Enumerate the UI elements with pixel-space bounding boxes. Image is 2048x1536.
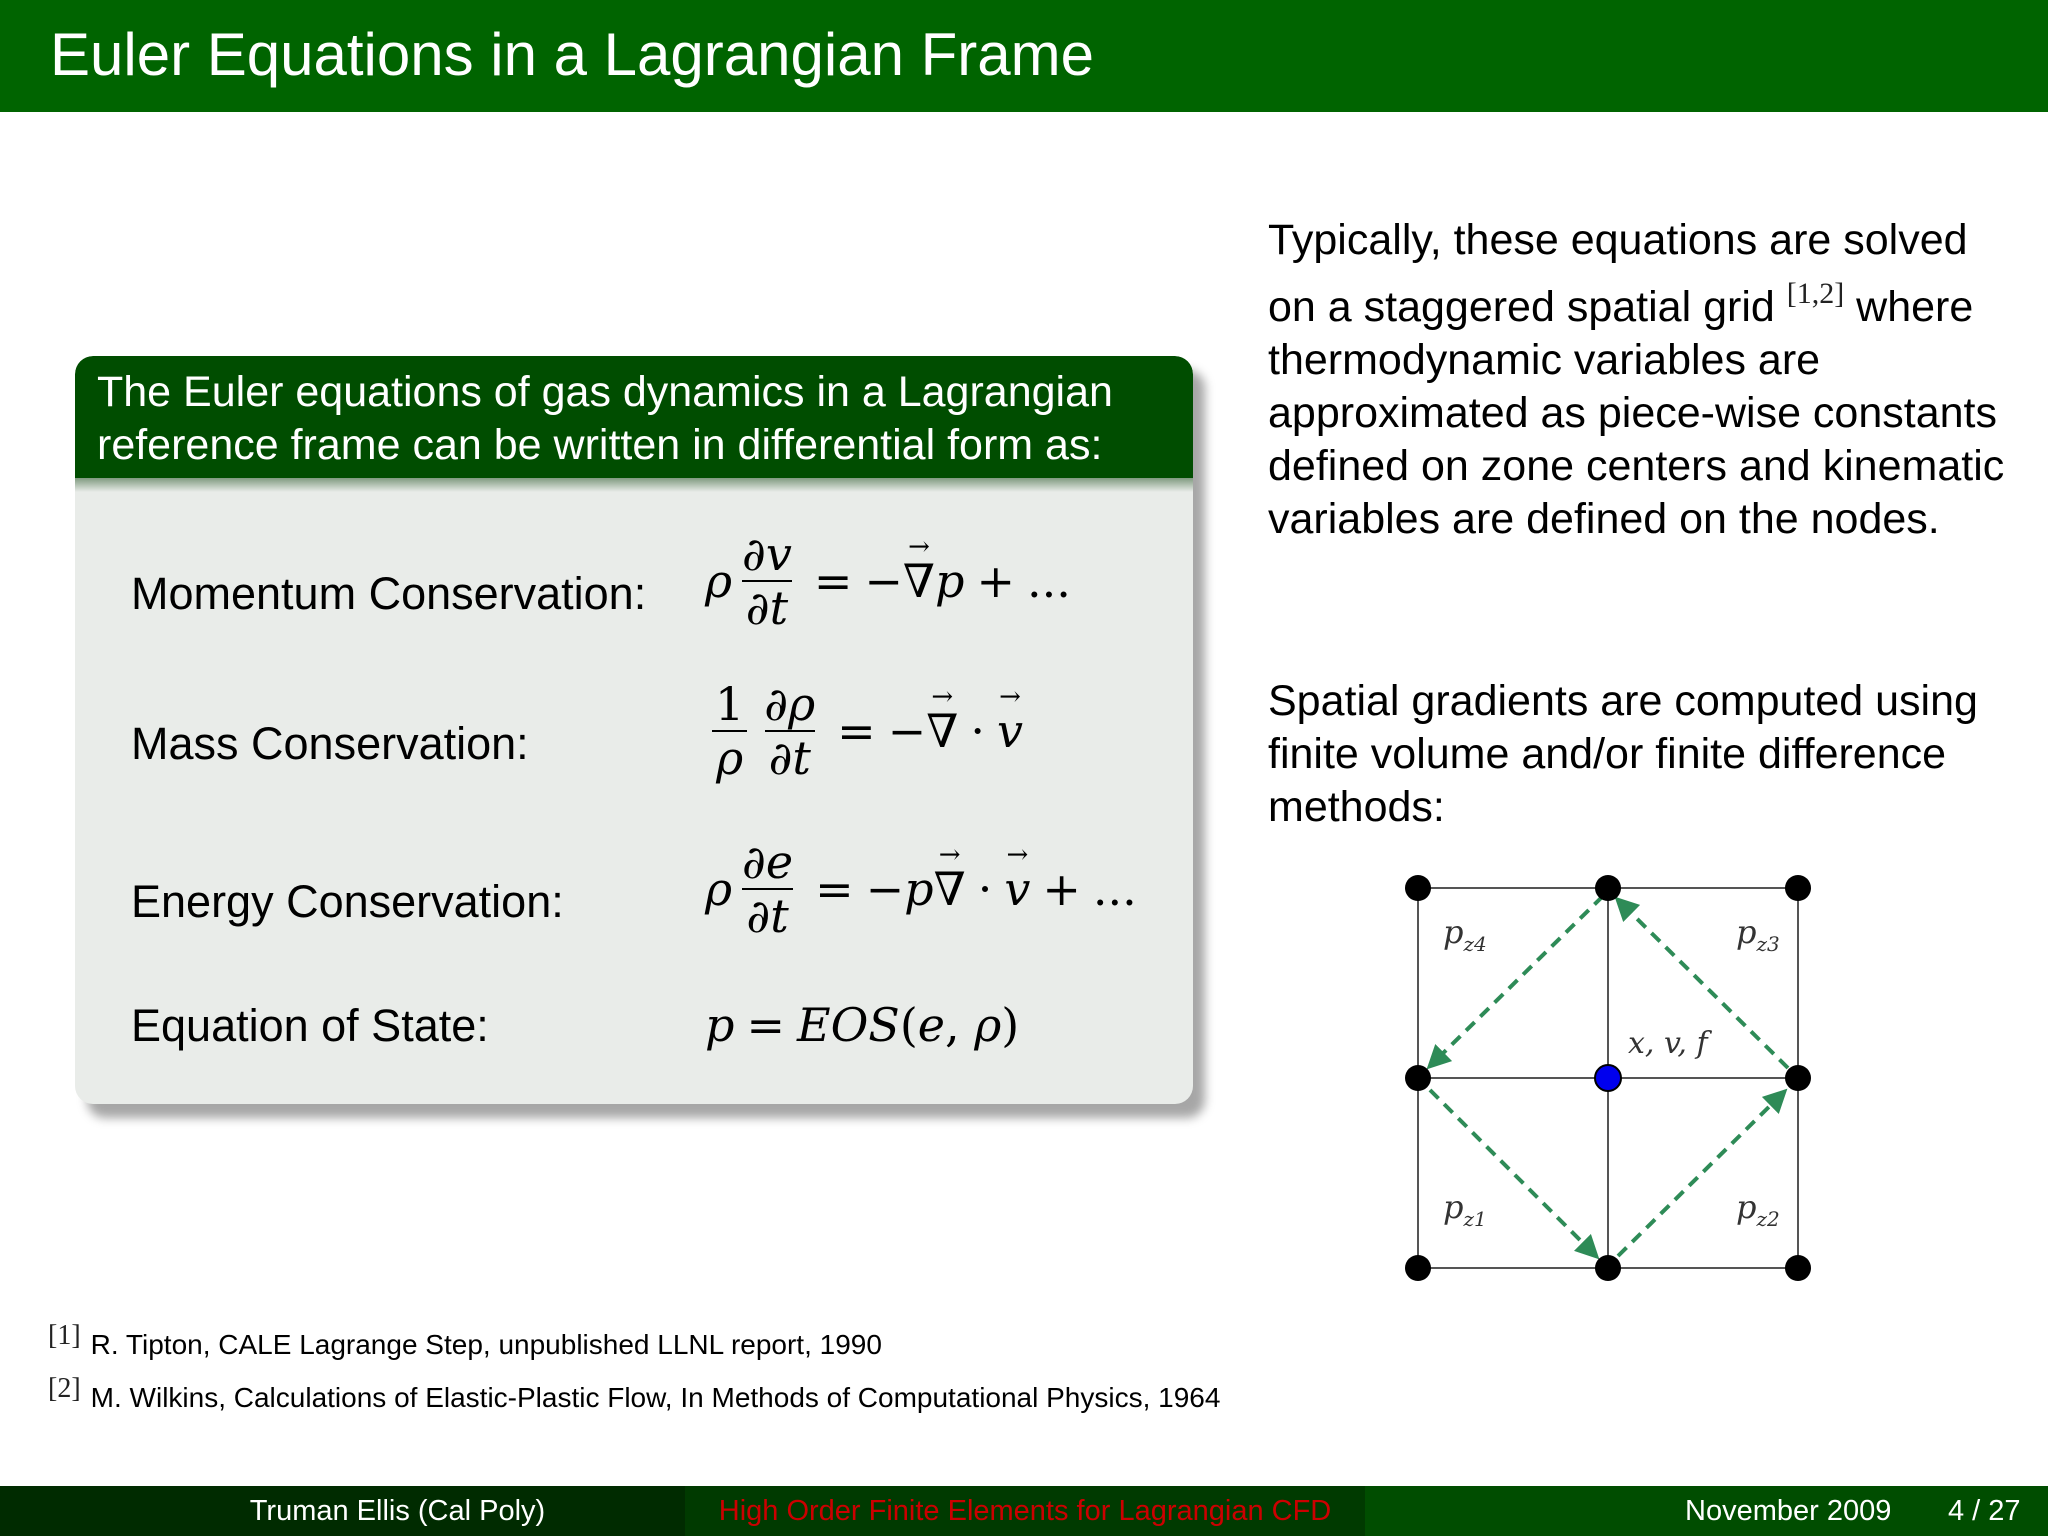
zone-label-z1: $p_{z1}$ — [1443, 1188, 1487, 1231]
node-mid-right — [1785, 1065, 1811, 1091]
equations-block — [75, 356, 1193, 1104]
citation-1-2: [1,2] — [1786, 277, 1845, 310]
node-top-left — [1405, 875, 1431, 901]
energy-equation: ρ $\frac{\partial e}{\partial t}$ = − p → ∇ · → v + ... — [705, 836, 1137, 942]
reference-1-mark: [1] — [48, 1320, 81, 1351]
arrow-to-bottom-node — [1430, 1090, 1596, 1256]
node-vector-label: x, v, f — [1628, 1026, 1708, 1061]
mass-equation: $\frac{1}{\rho}$ $\frac{\partial\rho}{\partial t}$ = − → ∇ · → v — [705, 678, 1023, 784]
eos-equation: p = EOS ( e , ρ ) — [705, 998, 1020, 1052]
reference-1 — [48, 1320, 882, 1361]
footer-author: Truman Ellis (Cal Poly) — [0, 1486, 685, 1536]
block-header-shadow — [75, 478, 1193, 492]
grid-description-start: Typically, these equations are solved on a staggered spatial grid — [1268, 216, 1968, 331]
energy-label: Energy Conservation: — [131, 876, 564, 927]
reference-1-text: R. Tipton, CALE Lagrange Step, unpublished LLNL report, 1990 — [90, 1329, 882, 1360]
node-top-right — [1785, 875, 1811, 901]
staggered-grid-figure — [1388, 868, 1812, 1292]
zone-label-z3: $p_{z3}$ — [1736, 913, 1780, 956]
footer-right — [1365, 1486, 2048, 1536]
title-bar — [0, 0, 2048, 112]
reference-2-text: M. Wilkins, Calculations of Elastic-Plastic Flow, In Methods of Computational Physics, 1964 — [90, 1382, 1221, 1413]
node-bottom-left — [1405, 1255, 1431, 1281]
node-bottom-mid — [1595, 1255, 1621, 1281]
arrow-to-right-node — [1618, 1092, 1784, 1256]
zone-label-z4: $p_{z4}$ — [1443, 913, 1487, 956]
slide-title: Euler Equations in a Lagrangian Frame — [50, 21, 1094, 88]
momentum-label: Momentum Conservation: — [131, 568, 647, 619]
block-title: The Euler equations of gas dynamics in a Lagrangian reference frame can be written in differential form as: — [97, 368, 1113, 469]
reference-2 — [48, 1373, 1220, 1414]
grid-description-end: where thermodynamic variables are approximated as piece-wise constants defined on zone centers and kinematic variables are defined on the nodes. — [1268, 283, 2005, 543]
momentum-equation: ρ $\frac{\partial v}{\partial t}$ = − → ∇ p + ... — [705, 528, 1071, 634]
mass-label: Mass Conservation: — [131, 718, 529, 769]
node-bottom-right — [1785, 1255, 1811, 1281]
gradient-description: Spatial gradients are computed using finite volume and/or finite difference methods: — [1268, 677, 1978, 831]
footer-talk-title: High Order Finite Elements for Lagrangian CFD — [685, 1486, 1365, 1536]
footer-page-number: 4 / 27 — [1948, 1495, 2021, 1527]
eos-label: Equation of State: — [131, 1000, 489, 1051]
block-header — [75, 356, 1193, 478]
reference-2-mark: [2] — [48, 1373, 81, 1404]
footer-date: November 2009 — [1685, 1495, 1892, 1527]
zone-label-z2: $p_{z2}$ — [1736, 1188, 1780, 1231]
node-top-mid — [1595, 875, 1621, 901]
grid-description — [1268, 214, 2008, 546]
node-mid-left — [1405, 1065, 1431, 1091]
center-node — [1595, 1065, 1621, 1091]
footer-bar — [0, 1486, 2048, 1536]
